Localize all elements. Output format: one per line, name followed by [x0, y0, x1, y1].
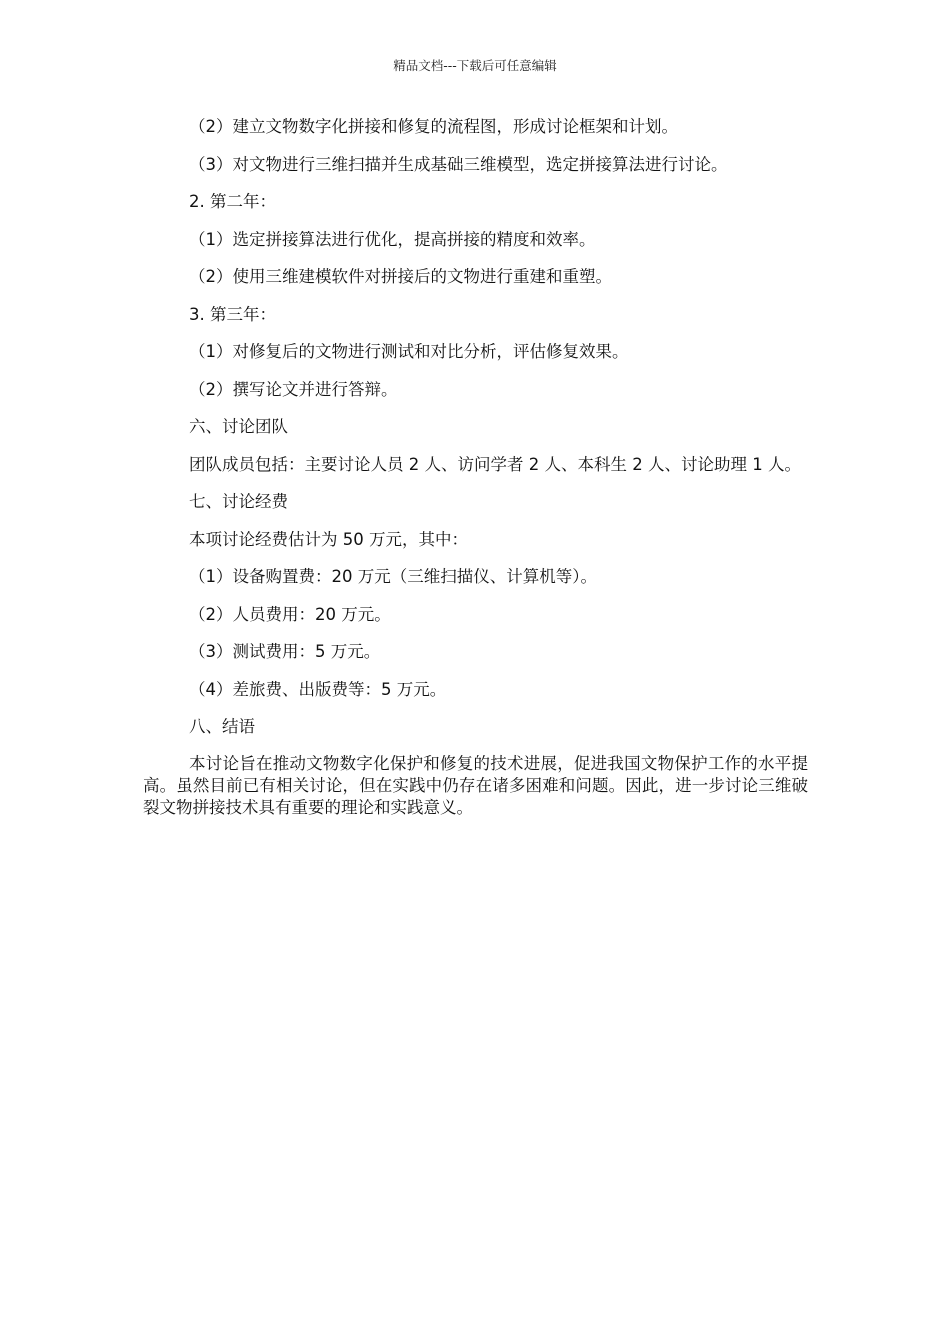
plan-item: （1）对修复后的文物进行测试和对比分析，评估修复效果。 [189, 342, 629, 361]
page-header: 精品文档---下载后可任意编辑 [393, 58, 557, 73]
conclusion-paragraph: 本讨论旨在推动文物数字化保护和修复的技术进展，促进我国文物保护工作的水平提高。虽然目前已有相关讨论，但在实践中仍存在诸多困难和问题。因此，进一步讨论三维破裂文物拼接技术具有重要的理论和实践意义。 [143, 754, 808, 817]
budget-item: （3）测试费用：5 万元。 [189, 642, 381, 661]
team-text: 团队成员包括：主要讨论人员 2 人、访问学者 2 人、本科生 2 人、讨论助理 1 人。 [189, 454, 801, 474]
budget-item: （1）设备购置费：20 万元（三维扫描仪、计算机等）。 [189, 567, 597, 586]
plan-item: （2）使用三维建模软件对拼接后的文物进行重建和重塑。 [189, 267, 612, 286]
year-heading: 3. 第三年： [189, 304, 276, 324]
plan-item: （2）撰写论文并进行答辩。 [189, 379, 398, 399]
budget-item: （4）差旅费、出版费等：5 万元。 [189, 679, 447, 699]
plan-item: （2）建立文物数字化拼接和修复的流程图，形成讨论框架和计划。 [189, 117, 678, 136]
section-heading: 七、讨论经费 [189, 492, 288, 511]
plan-item: （3）对文物进行三维扫描并生成基础三维模型，选定拼接算法进行讨论。 [189, 154, 728, 174]
section-heading: 八、结语 [189, 717, 255, 736]
budget-intro: 本项讨论经费估计为 50 万元，其中： [189, 529, 468, 549]
section-heading: 六、讨论团队 [189, 417, 288, 436]
plan-item: （1）选定拼接算法进行优化，提高拼接的精度和效率。 [189, 229, 596, 249]
year-heading: 2. 第二年： [189, 192, 276, 211]
budget-item: （2）人员费用：20 万元。 [189, 604, 391, 624]
